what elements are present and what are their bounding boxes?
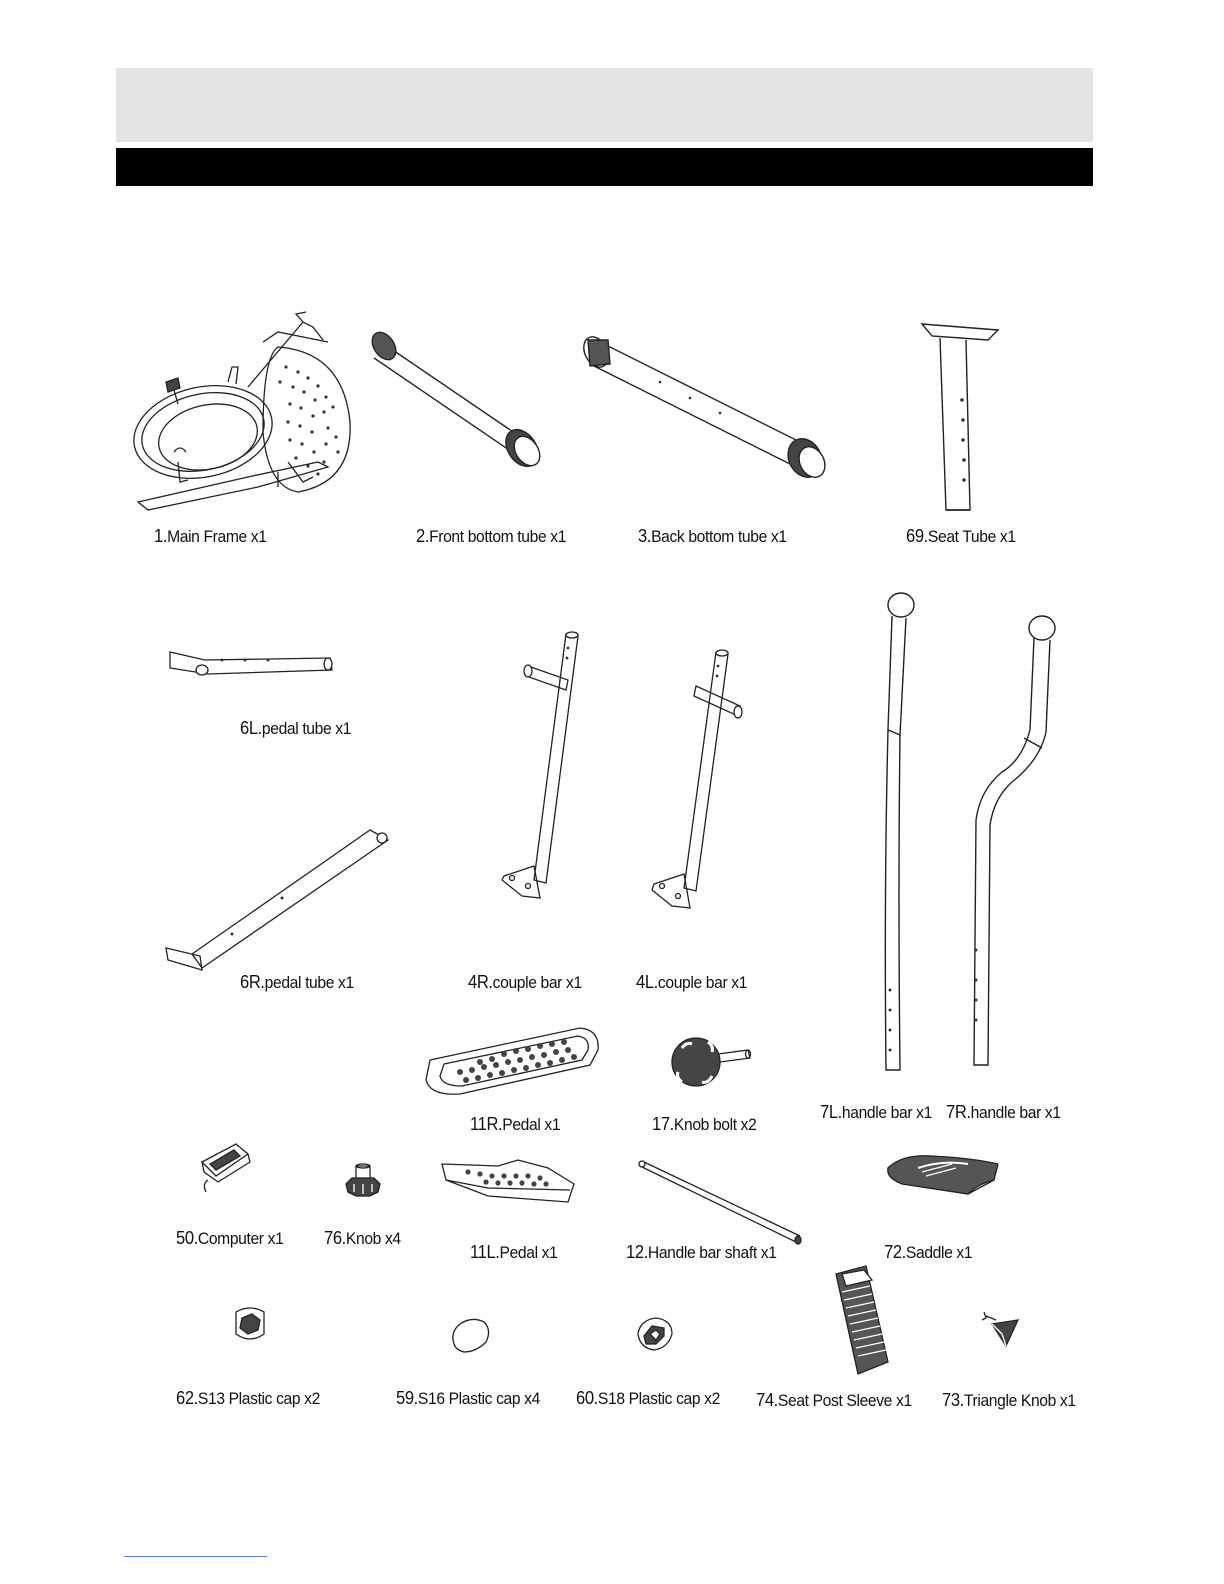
label-back-bottom-tube: 3.Back bottom tube x1	[638, 526, 787, 546]
s16-plastic-cap-illustration	[448, 1316, 492, 1356]
front-bottom-tube-illustration	[372, 326, 562, 476]
label-seat-tube: 69.Seat Tube x1	[906, 526, 1016, 546]
label-knob-bolt: 17.Knob bolt x2	[652, 1114, 757, 1134]
pedal-tube-6l-illustration	[160, 640, 340, 680]
handle-bar-7r-illustration	[962, 610, 1062, 1070]
label-computer: 50.Computer x1	[176, 1228, 284, 1248]
label-s18-plastic-cap: 60.S18 Plastic cap x2	[576, 1388, 720, 1408]
label-handle-bar-7r: 7R.handle bar x1	[946, 1102, 1061, 1122]
label-couple-bar-4l: 4L.couple bar x1	[636, 972, 748, 992]
header-gray-band	[116, 68, 1093, 142]
couple-bar-4r-illustration	[498, 628, 588, 908]
label-pedal-tube-6l: 6L.pedal tube x1	[240, 718, 352, 738]
label-seat-post-sleeve: 74.Seat Post Sleeve x1	[756, 1390, 912, 1410]
label-front-bottom-tube: 2.Front bottom tube x1	[416, 526, 567, 546]
knob-illustration	[342, 1162, 384, 1200]
computer-illustration	[196, 1140, 256, 1196]
handle-bar-shaft-illustration	[636, 1160, 806, 1250]
s13-plastic-cap-illustration	[230, 1304, 270, 1348]
knob-bolt-illustration	[668, 1028, 758, 1098]
label-pedal-11l: 11L.Pedal x1	[470, 1242, 558, 1262]
header-black-band	[116, 148, 1093, 186]
label-pedal-tube-6r: 6R.pedal tube x1	[240, 972, 354, 992]
pedal-11l-illustration	[438, 1156, 578, 1208]
label-pedal-11r: 11R.Pedal x1	[470, 1114, 561, 1134]
couple-bar-4l-illustration	[650, 646, 750, 916]
footer-divider	[124, 1556, 267, 1557]
pedal-11r-illustration	[420, 1020, 605, 1100]
saddle-illustration	[882, 1150, 1004, 1204]
label-s13-plastic-cap: 62.S13 Plastic cap x2	[176, 1388, 320, 1408]
label-triangle-knob: 73.Triangle Knob x1	[942, 1390, 1076, 1410]
back-bottom-tube-illustration	[580, 330, 840, 490]
s18-plastic-cap-illustration	[634, 1314, 676, 1354]
label-saddle: 72.Saddle x1	[884, 1242, 973, 1262]
label-handle-bar-shaft: 12.Handle bar shaft x1	[626, 1242, 777, 1262]
handle-bar-7l-illustration	[872, 590, 932, 1080]
label-handle-bar-7l: 7L.handle bar x1	[820, 1102, 932, 1122]
pedal-tube-6r-illustration	[162, 826, 394, 976]
seat-tube-illustration	[918, 320, 1008, 520]
main-frame-illustration	[128, 312, 358, 522]
seat-post-sleeve-illustration	[828, 1262, 898, 1382]
label-knob: 76.Knob x4	[324, 1228, 401, 1248]
label-s16-plastic-cap: 59.S16 Plastic cap x4	[396, 1388, 540, 1408]
label-couple-bar-4r: 4R.couple bar x1	[468, 972, 582, 992]
label-main-frame: 1.Main Frame x1	[154, 526, 267, 546]
triangle-knob-illustration	[978, 1310, 1026, 1350]
